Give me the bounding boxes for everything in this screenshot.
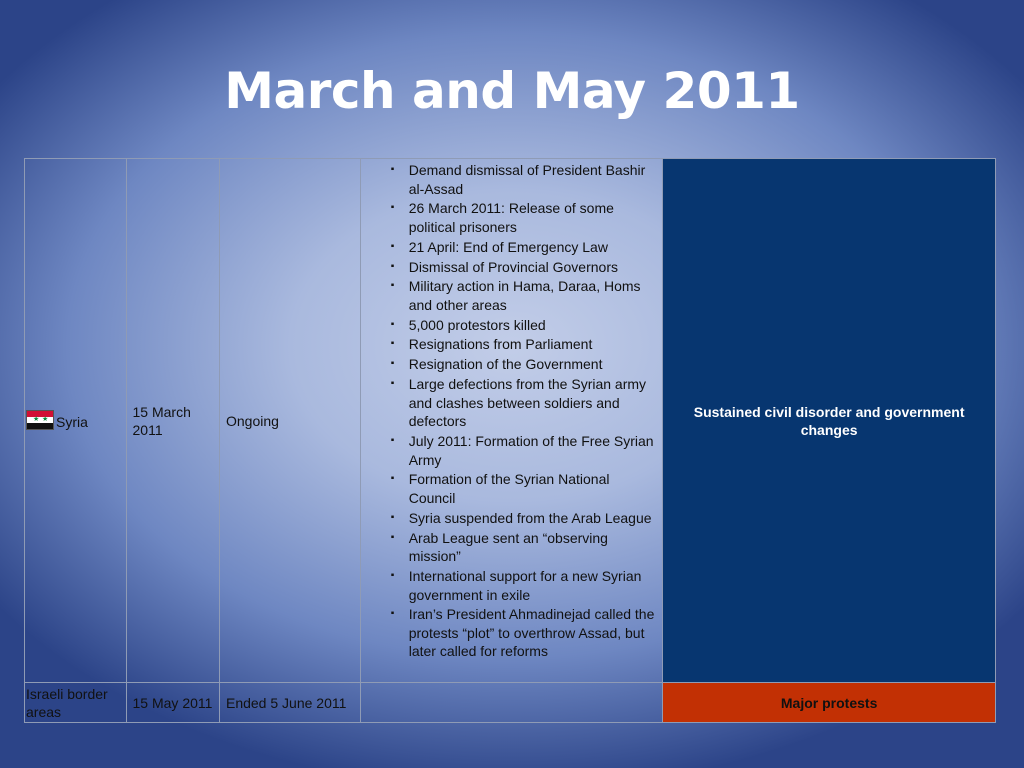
date-cell: 15 May 2011 xyxy=(126,683,219,723)
date-cell: 15 March 2011 xyxy=(126,159,219,683)
syria-flag-icon: ★ ★ xyxy=(26,410,54,430)
actions-cell-empty xyxy=(360,683,663,723)
action-item: ▪ Iran’s President Ahmadinejad called the protests “plot” to overthrow Assad, but later called for reforms xyxy=(367,605,657,661)
action-item: ▪ Large defections from the Syrian army and clashes between soldiers and defectors xyxy=(367,375,657,431)
outcome-cell: Major protests xyxy=(663,683,996,723)
status-cell: Ongoing xyxy=(219,159,360,683)
action-item: ▪ Arab League sent an “observing mission” xyxy=(367,529,657,566)
action-item: ▪ Resignation of the Government xyxy=(367,355,657,374)
action-item: ▪ Demand dismissal of President Bashir al-Assad xyxy=(367,161,657,198)
action-item: ▪ 5,000 protestors killed xyxy=(367,316,657,335)
table-row-israeli-border xyxy=(25,683,996,723)
status-cell: Ended 5 June 2011 xyxy=(219,683,360,723)
action-item: ▪ International support for a new Syrian government in exile xyxy=(367,567,657,604)
country-cell: Israeli border areas xyxy=(25,683,127,723)
action-item: ▪ Military action in Hama, Daraa, Homs and other areas xyxy=(367,277,657,314)
action-item: ▪ Formation of the Syrian National Council xyxy=(367,470,657,507)
table-row-syria xyxy=(25,159,996,683)
actions-cell xyxy=(360,159,663,683)
action-item: ▪ Syria suspended from the Arab League xyxy=(367,509,657,528)
events-table xyxy=(24,158,996,723)
actions-list xyxy=(367,161,657,661)
country-label: Syria xyxy=(56,414,88,430)
action-item: ▪ July 2011: Formation of the Free Syrian Army xyxy=(367,432,657,469)
slide-title: March and May 2011 xyxy=(224,62,800,120)
action-item: ▪ Dismissal of Provincial Governors xyxy=(367,258,657,277)
action-item: ▪ Resignations from Parliament xyxy=(367,335,657,354)
country-cell xyxy=(25,159,127,683)
action-item: ▪ 26 March 2011: Release of some political prisoners xyxy=(367,199,657,236)
outcome-cell: Sustained civil disorder and government changes xyxy=(663,159,996,683)
action-item: ▪ 21 April: End of Emergency Law xyxy=(367,238,657,257)
